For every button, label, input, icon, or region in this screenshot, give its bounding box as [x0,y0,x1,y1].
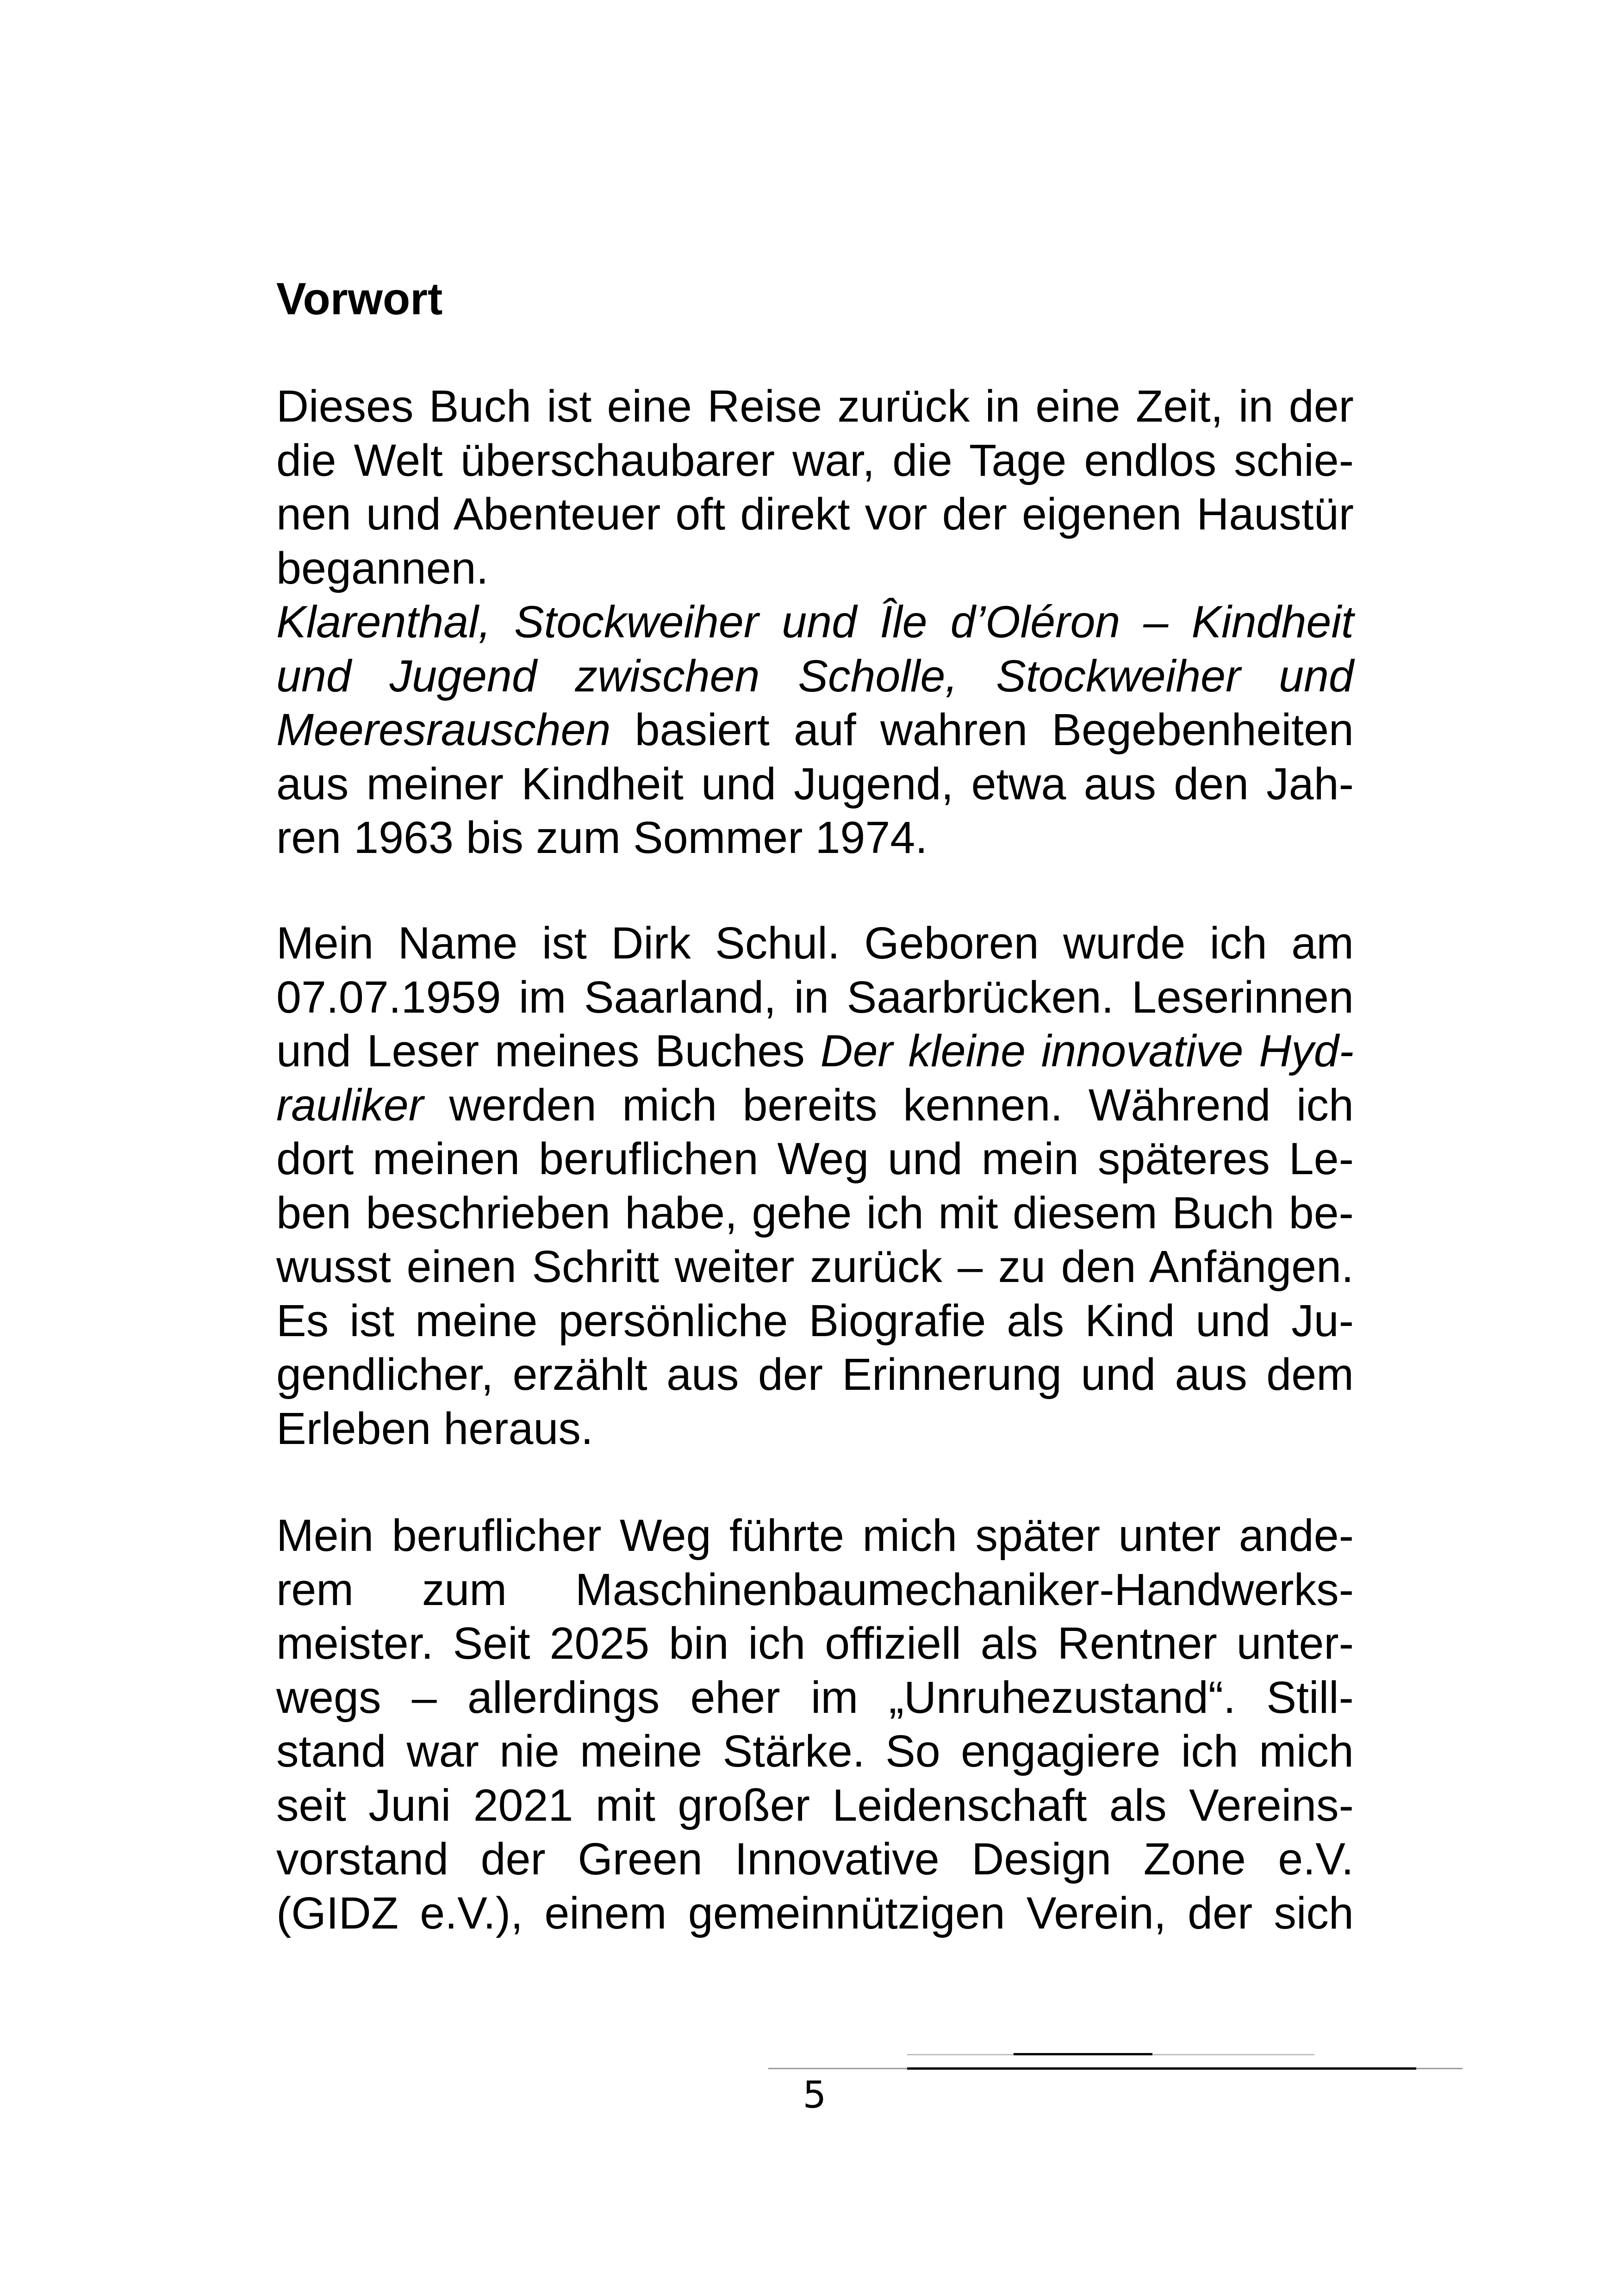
text-run: basiert auf wahren Begebenheiten [610,704,1354,755]
text-line [276,1509,1354,1563]
text-line [276,703,1354,757]
text-line [276,541,1354,596]
text-line [276,971,1354,1025]
text-line [276,1671,1354,1725]
text-line [276,1779,1354,1833]
text-run: Mein Name ist Dirk Schul. Geboren wurde ich am [276,918,1354,968]
text-run: vorstand der Green Innovative Design Zone e.V. [276,1834,1354,1884]
text-line [276,1348,1354,1402]
text-run: Erleben heraus. [276,1403,593,1454]
italic-title-run: und Jugend zwischen Scholle, Stockweiher und [276,650,1354,701]
text-line [276,434,1354,488]
italic-title-run: rauliker [276,1079,424,1130]
text-line [276,1724,1354,1779]
text-run: und Leser meines Buches [276,1026,821,1076]
text-line [276,595,1354,649]
text-line [276,380,1354,434]
text-line [276,1294,1354,1348]
text-run: nen und Abenteuer oft direkt vor der eigenen Haustür [276,489,1354,539]
text-line [276,1078,1354,1132]
text-run: wegs – allerdings eher im „Unruhezustand“. Still- [276,1672,1354,1723]
text-run: ben beschrieben habe, gehe ich mit diesem Buch be- [276,1187,1354,1238]
page-number: 5 [803,2073,827,2116]
text-run: (GIDZ e.V.), einem gemeinnützigen Verein, der sich [276,1887,1354,1938]
text-line [276,1186,1354,1240]
footer-rule-top [907,2054,1314,2055]
text-line [276,1832,1354,1886]
text-run: rem zum Maschinenbaumechaniker-Handwerks- [276,1564,1354,1615]
italic-title-run: Der kleine innovative Hyd- [820,1026,1354,1076]
text-line [276,649,1354,703]
paragraph-3 [276,1509,1354,1940]
text-line [276,916,1354,971]
text-line [276,1240,1354,1294]
text-line [276,1024,1354,1078]
paragraph-1 [276,380,1354,865]
chapter-heading: Vorwort [276,274,443,324]
footer-rule-bottom [768,2068,1462,2069]
text-run: meister. Seit 2025 bin ich offiziell als Rentner unter- [276,1618,1354,1668]
text-line [276,1563,1354,1617]
text-line [276,1886,1354,1941]
text-run: Es ist meine persönliche Biografie als Kind und Ju- [276,1295,1354,1346]
italic-title-run: Meeresrauschen [276,704,611,755]
text-run: gendlicher, erzählt aus der Erinnerung und aus dem [276,1349,1354,1400]
text-line [276,757,1354,811]
text-line [276,487,1354,541]
text-line [276,811,1354,865]
paragraph-2 [276,916,1354,1456]
text-run: dort meinen beruflichen Weg und mein späteres Le- [276,1133,1354,1184]
text-run: werden mich bereits kennen. Während ich [423,1079,1354,1130]
text-line [276,1132,1354,1186]
text-run: die Welt überschaubarer war, die Tage endlos schie- [276,435,1354,485]
text-run: aus meiner Kindheit und Jugend, etwa aus den Jah- [276,758,1354,809]
text-run: wusst einen Schritt weiter zurück – zu den Anfängen. [276,1241,1354,1292]
text-line [276,1617,1354,1671]
text-run: Dieses Buch ist eine Reise zurück in eine Zeit, in der [276,381,1354,431]
text-line [276,1402,1354,1456]
text-run: stand war nie meine Stärke. So engagiere ich mich [276,1726,1354,1776]
italic-title-run: Klarenthal, Stockweiher und Île d’Oléron – Kindheit [276,597,1354,647]
text-run: 07.07.1959 im Saarland, in Saarbrücken. Leserinnen [276,971,1354,1022]
text-run: Mein beruflicher Weg führte mich später unter ande- [276,1510,1354,1561]
text-run: seit Juni 2021 mit großer Leidenschaft als Vereins- [276,1780,1354,1830]
text-run: begannen. [276,542,489,593]
text-run: ren 1963 bis zum Sommer 1974. [276,812,928,863]
